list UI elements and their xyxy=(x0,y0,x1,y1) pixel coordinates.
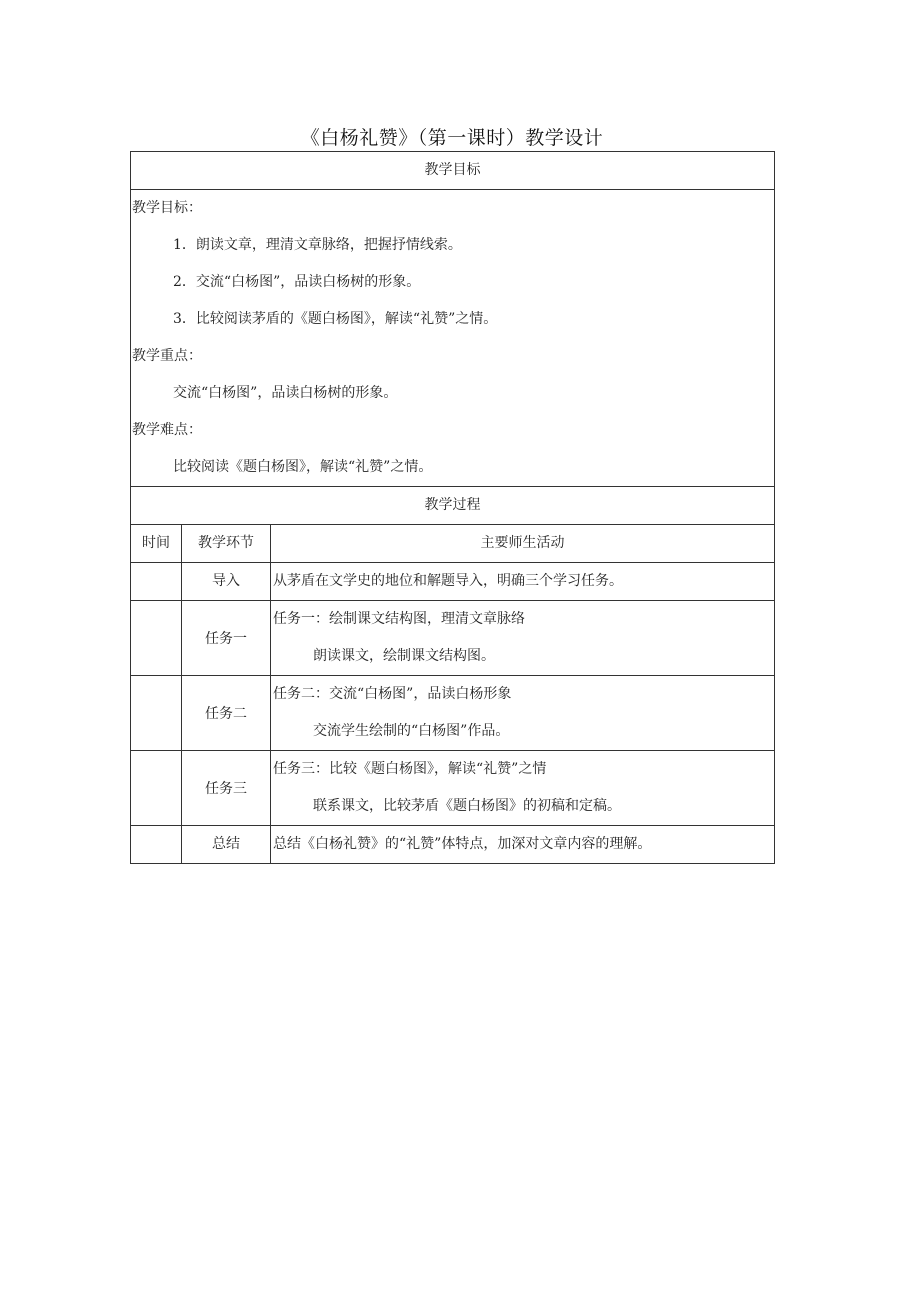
row-activities xyxy=(271,676,775,751)
table-row xyxy=(131,563,775,601)
row-time xyxy=(131,826,182,864)
row-activities xyxy=(271,563,775,601)
objective-item-1: 1．朗读文章，理清文章脉络，把握抒情线索。 xyxy=(173,237,462,253)
activity-detail: 联系课文，比较茅盾《题白杨图》的初稿和定稿。 xyxy=(313,798,621,814)
activity-title: 任务三：比较《题白杨图》，解读“礼赞”之情 xyxy=(273,761,547,777)
row-time xyxy=(131,601,182,676)
activity-line: 总结《白杨礼赞》的“礼赞”体特点，加深对文章内容的理解。 xyxy=(273,836,652,852)
difficulties-text: 比较阅读《题白杨图》，解读“礼赞”之情。 xyxy=(173,459,433,475)
row-stage: 总结 xyxy=(182,826,271,864)
row-stage: 导入 xyxy=(182,563,271,601)
objectives-label: 教学目标： xyxy=(132,200,202,216)
row-time xyxy=(131,563,182,601)
objectives-header-row xyxy=(131,152,775,190)
activity-title: 任务二：交流“白杨图”，品读白杨形象 xyxy=(273,686,512,702)
activity-detail: 朗读课文，绘制课文结构图。 xyxy=(313,648,495,664)
row-stage: 任务三 xyxy=(182,751,271,826)
objectives-section xyxy=(131,190,775,487)
key-points-label: 教学重点： xyxy=(132,348,202,364)
table-row xyxy=(131,601,775,676)
difficulties-label: 教学难点： xyxy=(132,422,202,438)
lesson-plan-table xyxy=(130,151,775,864)
column-header-activities: 主要师生活动 xyxy=(271,525,775,563)
activity-line: 从茅盾在文学史的地位和解题导入，明确三个学习任务。 xyxy=(273,573,623,589)
table-row xyxy=(131,751,775,826)
activity-title: 任务一：绘制课文结构图，理清文章脉络 xyxy=(273,611,525,627)
row-activities xyxy=(271,826,775,864)
row-activities xyxy=(271,601,775,676)
column-header-row xyxy=(131,525,775,563)
objectives-header: 教学目标 xyxy=(131,152,775,190)
activity-detail: 交流学生绘制的“白杨图”作品。 xyxy=(313,723,510,739)
column-header-time: 时间 xyxy=(131,525,182,563)
row-activities xyxy=(271,751,775,826)
row-stage: 任务二 xyxy=(182,676,271,751)
objective-item-2: 2．交流“白杨图”，品读白杨树的形象。 xyxy=(173,274,421,290)
column-header-stage: 教学环节 xyxy=(182,525,271,563)
row-time xyxy=(131,676,182,751)
key-points-text: 交流“白杨图”，品读白杨树的形象。 xyxy=(173,385,398,401)
process-header-row xyxy=(131,487,775,525)
row-time xyxy=(131,751,182,826)
objectives-section-row xyxy=(131,190,775,487)
objective-item-3: 3．比较阅读茅盾的《题白杨图》，解读“礼赞”之情。 xyxy=(173,311,498,327)
table-row xyxy=(131,826,775,864)
row-stage: 任务一 xyxy=(182,601,271,676)
table-row xyxy=(131,676,775,751)
document-title: 《白杨礼赞》（第一课时）教学设计 xyxy=(300,127,604,149)
process-header: 教学过程 xyxy=(131,487,775,525)
